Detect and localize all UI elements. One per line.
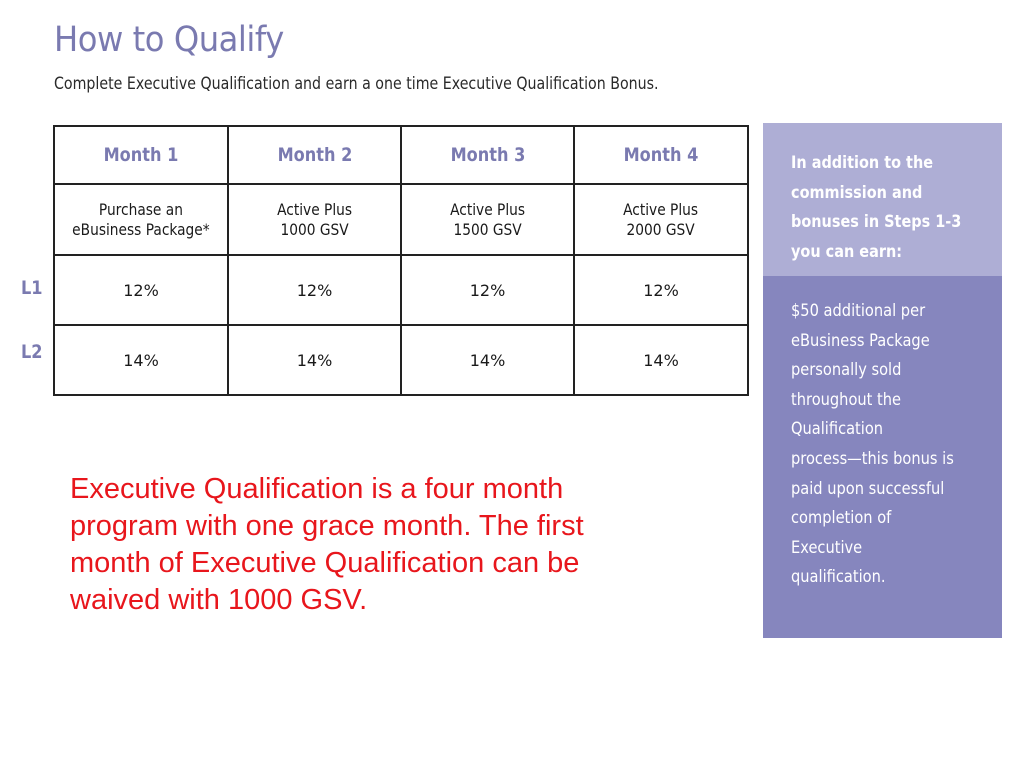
- sidebar-heading: [791, 149, 961, 267]
- sidebar-heading-line: commission and: [791, 182, 923, 203]
- sidebar-heading-line: In addition to the: [791, 153, 934, 173]
- percent-cell: 14%: [401, 325, 574, 395]
- sidebar-body-line: completion of: [791, 508, 892, 529]
- column-header-label: Month 1: [103, 144, 179, 166]
- sidebar-body: [791, 297, 954, 593]
- requirement-cell: [574, 184, 748, 255]
- requirement-line: 1500 GSV: [453, 219, 522, 239]
- page-title: How to Qualify: [54, 20, 284, 60]
- requirement-cell: [228, 184, 401, 255]
- percent-cell: 14%: [54, 325, 228, 395]
- sidebar-body-line: paid upon successful: [791, 478, 945, 499]
- note-line: waived with 1000 GSV.: [70, 584, 368, 616]
- requirement-line: Active Plus: [277, 199, 352, 219]
- sidebar-body-line: Executive: [791, 537, 863, 558]
- requirement-line: 1000 GSV: [280, 219, 349, 239]
- qualification-table: [53, 125, 749, 396]
- percent-cell: 12%: [54, 255, 228, 325]
- requirement-cell: [54, 184, 228, 255]
- sidebar-body-line: process—this bonus is: [791, 448, 954, 469]
- note-line: month of Executive Qualification can be: [70, 547, 580, 579]
- row-label-l1: L1: [21, 277, 43, 299]
- requirement-line: Purchase an: [98, 199, 184, 219]
- column-header-label: Month 2: [277, 144, 352, 166]
- requirement-line: eBusiness Package*: [72, 219, 210, 239]
- note-line: program with one grace month. The first: [70, 510, 584, 542]
- sidebar-body-line: throughout the: [791, 389, 902, 410]
- column-header-label: Month 4: [623, 144, 699, 166]
- table-row-l1: [54, 255, 748, 325]
- column-header: [401, 126, 574, 184]
- row-label-l2: L2: [21, 341, 43, 363]
- sidebar-heading-panel: [763, 123, 1002, 276]
- sidebar-body-line: eBusiness Package: [791, 330, 930, 351]
- percent-cell: 12%: [401, 255, 574, 325]
- percent-cell: 12%: [574, 255, 748, 325]
- table-header-row: [54, 126, 748, 184]
- note-line: Executive Qualification is a four month: [70, 473, 564, 505]
- column-header: [574, 126, 748, 184]
- percent-cell: 14%: [574, 325, 748, 395]
- percent-cell: 12%: [228, 255, 401, 325]
- sidebar-heading-line: bonuses in Steps 1-3: [791, 212, 962, 232]
- requirements-row: [54, 184, 748, 255]
- sidebar-body-line: personally sold: [791, 360, 902, 381]
- requirement-line: Active Plus: [623, 199, 699, 219]
- table-row-l2: [54, 325, 748, 395]
- sidebar-body-line: $50 additional per: [791, 301, 926, 321]
- page-subtitle: Complete Executive Qualification and earn a one time Executive Qualification Bonus.: [54, 74, 659, 93]
- sidebar-body-line: Qualification: [791, 419, 884, 440]
- column-header-label: Month 3: [450, 144, 525, 166]
- sidebar-body-panel: [763, 276, 1002, 638]
- sidebar-body-line: qualification.: [791, 567, 886, 588]
- column-header: [54, 126, 228, 184]
- red-note: [70, 471, 710, 619]
- requirement-line: Active Plus: [450, 199, 525, 219]
- sidebar-heading-line: you can earn:: [791, 241, 903, 262]
- requirement-line: 2000 GSV: [626, 219, 696, 239]
- requirement-cell: [401, 184, 574, 255]
- percent-cell: 14%: [228, 325, 401, 395]
- column-header: [228, 126, 401, 184]
